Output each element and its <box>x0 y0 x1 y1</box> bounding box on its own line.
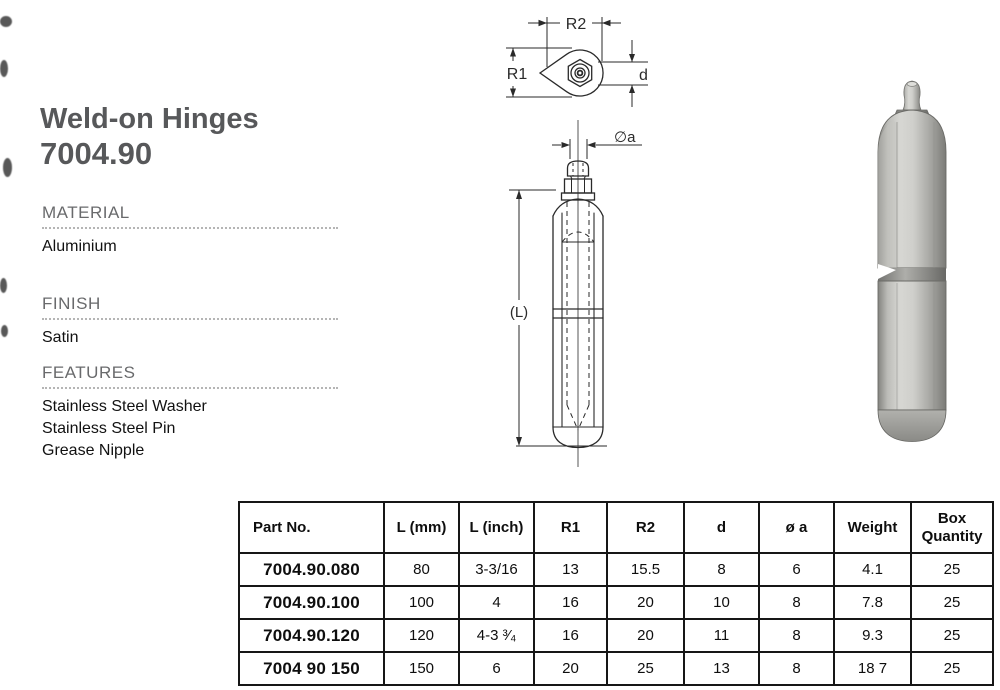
scan-artifact <box>3 158 12 177</box>
header-l-mm: L (mm) <box>384 502 459 553</box>
value-cell: 8 <box>684 553 759 586</box>
value-cell: 10 <box>684 586 759 619</box>
value-cell: 20 <box>534 652 607 685</box>
finish-value: Satin <box>42 329 79 346</box>
value-cell: 16 <box>534 586 607 619</box>
section-features <box>42 363 338 462</box>
topview-nipple-circle <box>575 68 585 78</box>
value-cell: 18 7 <box>834 652 911 685</box>
render-lower-leaf <box>878 281 946 410</box>
dim-label-r2: R2 <box>565 16 587 33</box>
value-cell: 4.1 <box>834 553 911 586</box>
technical-drawing <box>490 0 680 480</box>
dim-label-dia-a: ∅a <box>614 129 636 146</box>
value-cell: 11 <box>684 619 759 652</box>
table-row <box>239 586 993 619</box>
section-finish <box>42 294 338 349</box>
value-cell: 150 <box>384 652 459 685</box>
value-cell: 4-3 ³⁄₄ <box>459 619 534 652</box>
value-cell: 15.5 <box>607 553 684 586</box>
finish-label: FINISH <box>42 294 338 320</box>
table-header-row <box>239 502 993 553</box>
feature-item: Stainless Steel Pin <box>42 420 176 437</box>
header-r1: R1 <box>534 502 607 553</box>
scan-artifact <box>0 60 8 77</box>
dim-label-d: d <box>639 67 648 84</box>
value-cell: 25 <box>607 652 684 685</box>
material-value: Aluminium <box>42 238 117 255</box>
dim-label-r1: R1 <box>506 66 528 83</box>
header-dia-a: ø a <box>759 502 834 553</box>
spec-table <box>238 501 994 686</box>
part-no-cell: 7004.90.080 <box>239 553 384 586</box>
value-cell: 20 <box>607 619 684 652</box>
product-code: 7004.90 <box>40 136 153 171</box>
header-box-quantity: Box Quantity <box>911 502 993 553</box>
value-cell: 100 <box>384 586 459 619</box>
value-cell: 20 <box>607 586 684 619</box>
value-cell: 13 <box>684 652 759 685</box>
scan-artifact <box>0 278 7 293</box>
part-no-cell: 7004 90 150 <box>239 652 384 685</box>
scan-artifact <box>0 16 12 27</box>
value-cell: 8 <box>759 652 834 685</box>
value-cell: 13 <box>534 553 607 586</box>
part-no-cell: 7004.90.120 <box>239 619 384 652</box>
value-cell: 8 <box>759 586 834 619</box>
header-r2: R2 <box>607 502 684 553</box>
feature-item: Grease Nipple <box>42 442 145 459</box>
dim-label-length: (L) <box>509 304 529 321</box>
value-cell: 4 <box>459 586 534 619</box>
value-cell: 25 <box>911 652 993 685</box>
header-part-no: Part No. <box>239 502 384 553</box>
topview-nipple-circle <box>578 71 583 76</box>
value-cell: 9.3 <box>834 619 911 652</box>
page-title: Weld-on Hinges <box>40 103 259 135</box>
table-row <box>239 652 993 685</box>
scan-artifact <box>1 325 8 337</box>
material-label: MATERIAL <box>42 203 338 229</box>
title-block <box>40 103 259 172</box>
product-render-3d <box>850 75 1000 450</box>
value-cell: 8 <box>759 619 834 652</box>
value-cell: 6 <box>459 652 534 685</box>
features-label: FEATURES <box>42 363 338 389</box>
value-cell: 16 <box>534 619 607 652</box>
header-d: d <box>684 502 759 553</box>
value-cell: 3-3/16 <box>459 553 534 586</box>
section-material <box>42 203 338 258</box>
value-cell: 25 <box>911 586 993 619</box>
value-cell: 25 <box>911 619 993 652</box>
value-cell: 25 <box>911 553 993 586</box>
render-bottom-cap <box>878 410 946 442</box>
part-no-cell: 7004.90.100 <box>239 586 384 619</box>
header-weight: Weight <box>834 502 911 553</box>
table-row <box>239 553 993 586</box>
topview-nipple-circle <box>571 64 589 82</box>
table-row <box>239 619 993 652</box>
value-cell: 7.8 <box>834 586 911 619</box>
header-l-inch: L (inch) <box>459 502 534 553</box>
value-cell: 6 <box>759 553 834 586</box>
value-cell: 120 <box>384 619 459 652</box>
value-cell: 80 <box>384 553 459 586</box>
feature-item: Stainless Steel Washer <box>42 398 207 415</box>
